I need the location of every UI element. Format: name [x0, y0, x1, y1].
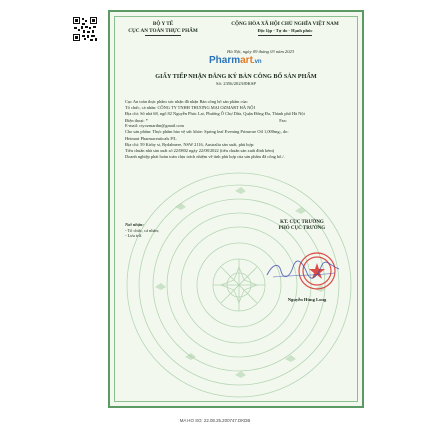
signatory-name: Nguyễn Hùng Long	[287, 297, 327, 302]
organization: Tổ chức, cá nhân: CÔNG TY TNHH THƯƠNG MẠI OZMART HÀ NỘI	[125, 105, 255, 111]
brand-part-1: Pharm	[209, 55, 241, 66]
national-header	[215, 21, 355, 36]
republic-name: CỘNG HÒA XÃ HỘI CHỦ NGHĨA VIỆT NAM	[231, 21, 339, 27]
document-footer: MA HO SO: 22.08.25.200747.DKDB	[179, 418, 251, 423]
recipient-item: - Tổ chức, cá nhân;	[125, 227, 159, 233]
document-number: Số: 2356/2023/ĐKSP	[216, 81, 256, 86]
agency-rule	[145, 35, 181, 36]
standard-text: Tiêu chuẩn nhà sản xuất số 22/0802 ngày 22/08/2022 (tiêu chuẩn sản xuất đính kèm)	[125, 147, 275, 153]
signature-icon	[263, 259, 343, 281]
motto-rule	[258, 35, 312, 36]
organization-address: Địa chỉ: Số nhà 68, ngõ 82 Nguyễn Phúc Lai, Phường Ô Chợ Dừa, Quận Đống Đa, Thành phố Hà Nội	[125, 111, 305, 117]
issuing-agency	[123, 21, 203, 36]
manufacturer-name: Heimart Pharmaceuticals P/L	[125, 135, 177, 141]
fax-label: Fax:	[279, 117, 287, 123]
brand-part-3: .vn	[252, 59, 262, 65]
certificate-body	[125, 99, 347, 160]
recipients-heading: Nơi nhận:	[125, 222, 144, 227]
ministry-name: BỘ Y TẾ	[152, 21, 174, 27]
certificate-frame	[108, 10, 364, 408]
phone-label: Điện thoại: *	[125, 117, 148, 123]
recipients	[125, 222, 159, 239]
product-text: Cho sản phẩm: Thực phẩm bảo vệ sức khỏe: Spring leaf Evening Primrose Oil 1,000mg;, do:	[125, 129, 289, 135]
intro-text: Cục An toàn thực phẩm xác nhận đã nhận Bản công bố sản phẩm của:	[125, 99, 248, 104]
issue-date: Hà Nội, ngày 09 tháng 03 năm 2023	[227, 49, 295, 54]
signatory-block	[257, 220, 347, 232]
brand-part-2: art	[240, 55, 253, 66]
department-name: CỤC AN TOÀN THỰC PHẨM	[128, 27, 198, 34]
signatory-rank-2: PHÓ CỤC TRƯỞNG	[278, 226, 326, 231]
recipient-item: - Lưu trữ.	[125, 233, 143, 239]
signatory-rank-1: KT. CỤC TRƯỞNG	[280, 220, 324, 225]
manufacturer-address: Địa chỉ: 59 Kirby st, Rydalmere, NSW 2116, Australia sản xuất, phù hợp:	[125, 141, 255, 147]
certificate-inner-border	[114, 16, 358, 402]
national-motto: Độc lập - Tự do - Hạnh phúc	[257, 27, 313, 33]
brand-watermark	[209, 55, 262, 66]
page-title: GIẤY TIẾP NHẬN ĐĂNG KÝ BẢN CÔNG BỐ SẢN PHẨM	[155, 73, 317, 80]
email-text: E-mail: ctyozmarthn@gmail.com	[125, 123, 184, 129]
qr-code-icon	[72, 16, 98, 42]
responsibility-text: Doanh nghiệp phải hoàn toàn chịu trách nhiệm về tính phù hợp của sản phẩm đã công bố./.	[125, 154, 285, 160]
